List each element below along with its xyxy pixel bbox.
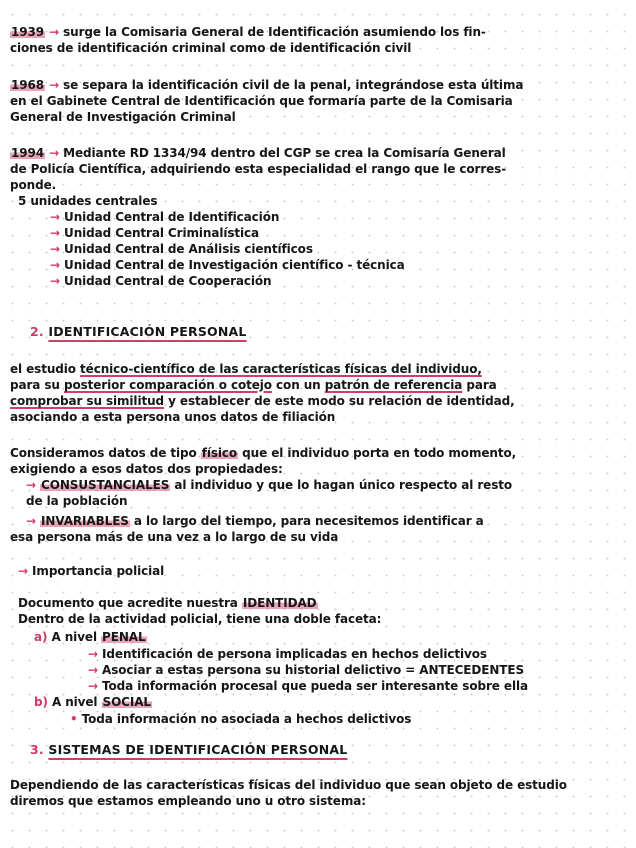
definition-line4: asociando a esta persona unos datos de filiación	[10, 410, 336, 424]
unit-item: → Unidad Central de Investigación científico - técnica	[50, 258, 405, 272]
level-a-item: → Toda información procesal que pueda ser interesante sobre ella	[88, 679, 528, 693]
p1-line2: ciones de identificación criminal como de identificación civil	[10, 41, 412, 55]
section-2-heading	[30, 324, 247, 339]
definition-line1: el estudio técnico-científico de las características físicas del individuo,	[10, 362, 482, 376]
arrow-icon: →	[50, 258, 60, 272]
property-item: → CONSUSTANCIALES al individuo y que lo hagan único respecto al resto	[26, 478, 513, 492]
unit-item: → Unidad Central Criminalística	[50, 226, 260, 240]
data-line1: Consideramos datos de tipo físico que el individuo porta en todo momento,	[10, 446, 517, 460]
p2-line3: General de Investigación Criminal	[10, 110, 236, 124]
arrow-icon: →	[49, 78, 60, 92]
definition-line3: comprobar su similitud y establecer de este modo su relación de identidad,	[10, 394, 515, 408]
unit-item: → Unidad Central de Identificación	[50, 210, 280, 224]
facet-line: Dentro de la actividad policial, tiene una doble faceta:	[18, 612, 382, 626]
section-3-heading	[30, 742, 347, 757]
p1-line1: 1939 → surge la Comisaria General de Identificación asumiendo los fin-	[11, 25, 486, 39]
level-b: b) A nivel SOCIAL	[34, 695, 151, 709]
level-a-item: → Asociar a estas persona su historial delictivo = ANTECEDENTES	[88, 663, 525, 677]
year-1994: 1994	[11, 146, 44, 160]
section-number: 3.	[30, 742, 44, 757]
p3-line2: de Policía Científica, adquiriendo esta especialidad el rango que le corres-	[10, 162, 507, 176]
arrow-icon: →	[49, 146, 60, 160]
year-1968: 1968	[11, 78, 44, 92]
arrow-icon: →	[50, 226, 60, 240]
bullet-icon: •	[70, 712, 78, 726]
property-item-cont: esa persona más de una vez a lo largo de su vida	[10, 530, 339, 544]
p2-line1: 1968 → se separa la identificación civil de la penal, integrándose esta última	[11, 78, 524, 92]
arrow-icon: →	[50, 274, 60, 288]
arrow-icon: →	[26, 478, 36, 492]
p2-line2: en el Gabinete Central de Identificación que formaría parte de la Comisaria	[10, 94, 513, 108]
arrow-icon: →	[50, 242, 60, 256]
unit-item: → Unidad Central de Análisis científicos	[50, 242, 313, 256]
p3-line4: 5 unidades centrales	[18, 194, 158, 208]
section-number: 2.	[30, 324, 44, 339]
data-line2: exigiendo a esos datos dos propiedades:	[10, 462, 283, 476]
arrow-icon: →	[49, 25, 60, 39]
year-1939: 1939	[11, 25, 44, 39]
arrow-icon: →	[88, 663, 98, 677]
section-title: SISTEMAS DE IDENTIFICACIÓN PERSONAL	[48, 742, 348, 757]
unit-item: → Unidad Central de Cooperación	[50, 274, 272, 288]
section-title: IDENTIFICACIÓN PERSONAL	[48, 324, 247, 339]
arrow-icon: →	[88, 647, 98, 661]
p3-line3: ponde.	[10, 178, 57, 192]
arrow-icon: →	[18, 564, 28, 578]
arrow-icon: →	[50, 210, 60, 224]
document-line: Documento que acredite nuestra IDENTIDAD	[18, 596, 317, 610]
s3-line2: diremos que estamos empleando uno u otro sistema:	[10, 794, 366, 808]
property-item-cont: de la población	[26, 494, 128, 508]
level-b-item: • Toda información no asociada a hechos delictivos	[70, 712, 412, 726]
s3-line1: Dependiendo de las características físicas del individuo que sean objeto de estudio	[10, 778, 567, 792]
arrow-icon: →	[26, 514, 36, 528]
p3-line1: 1994 → Mediante RD 1334/94 dentro del CGP se crea la Comisaría General	[11, 146, 506, 160]
importance-heading: → Importancia policial	[18, 564, 165, 578]
property-item: → INVARIABLES a lo largo del tiempo, para necesitemos identificar a	[26, 514, 484, 528]
level-a: a) A nivel PENAL	[34, 630, 146, 644]
arrow-icon: →	[88, 679, 98, 693]
definition-line2: para su posterior comparación o cotejo con un patrón de referencia para	[10, 378, 497, 392]
level-a-item: → Identificación de persona implicadas en hechos delictivos	[88, 647, 487, 661]
